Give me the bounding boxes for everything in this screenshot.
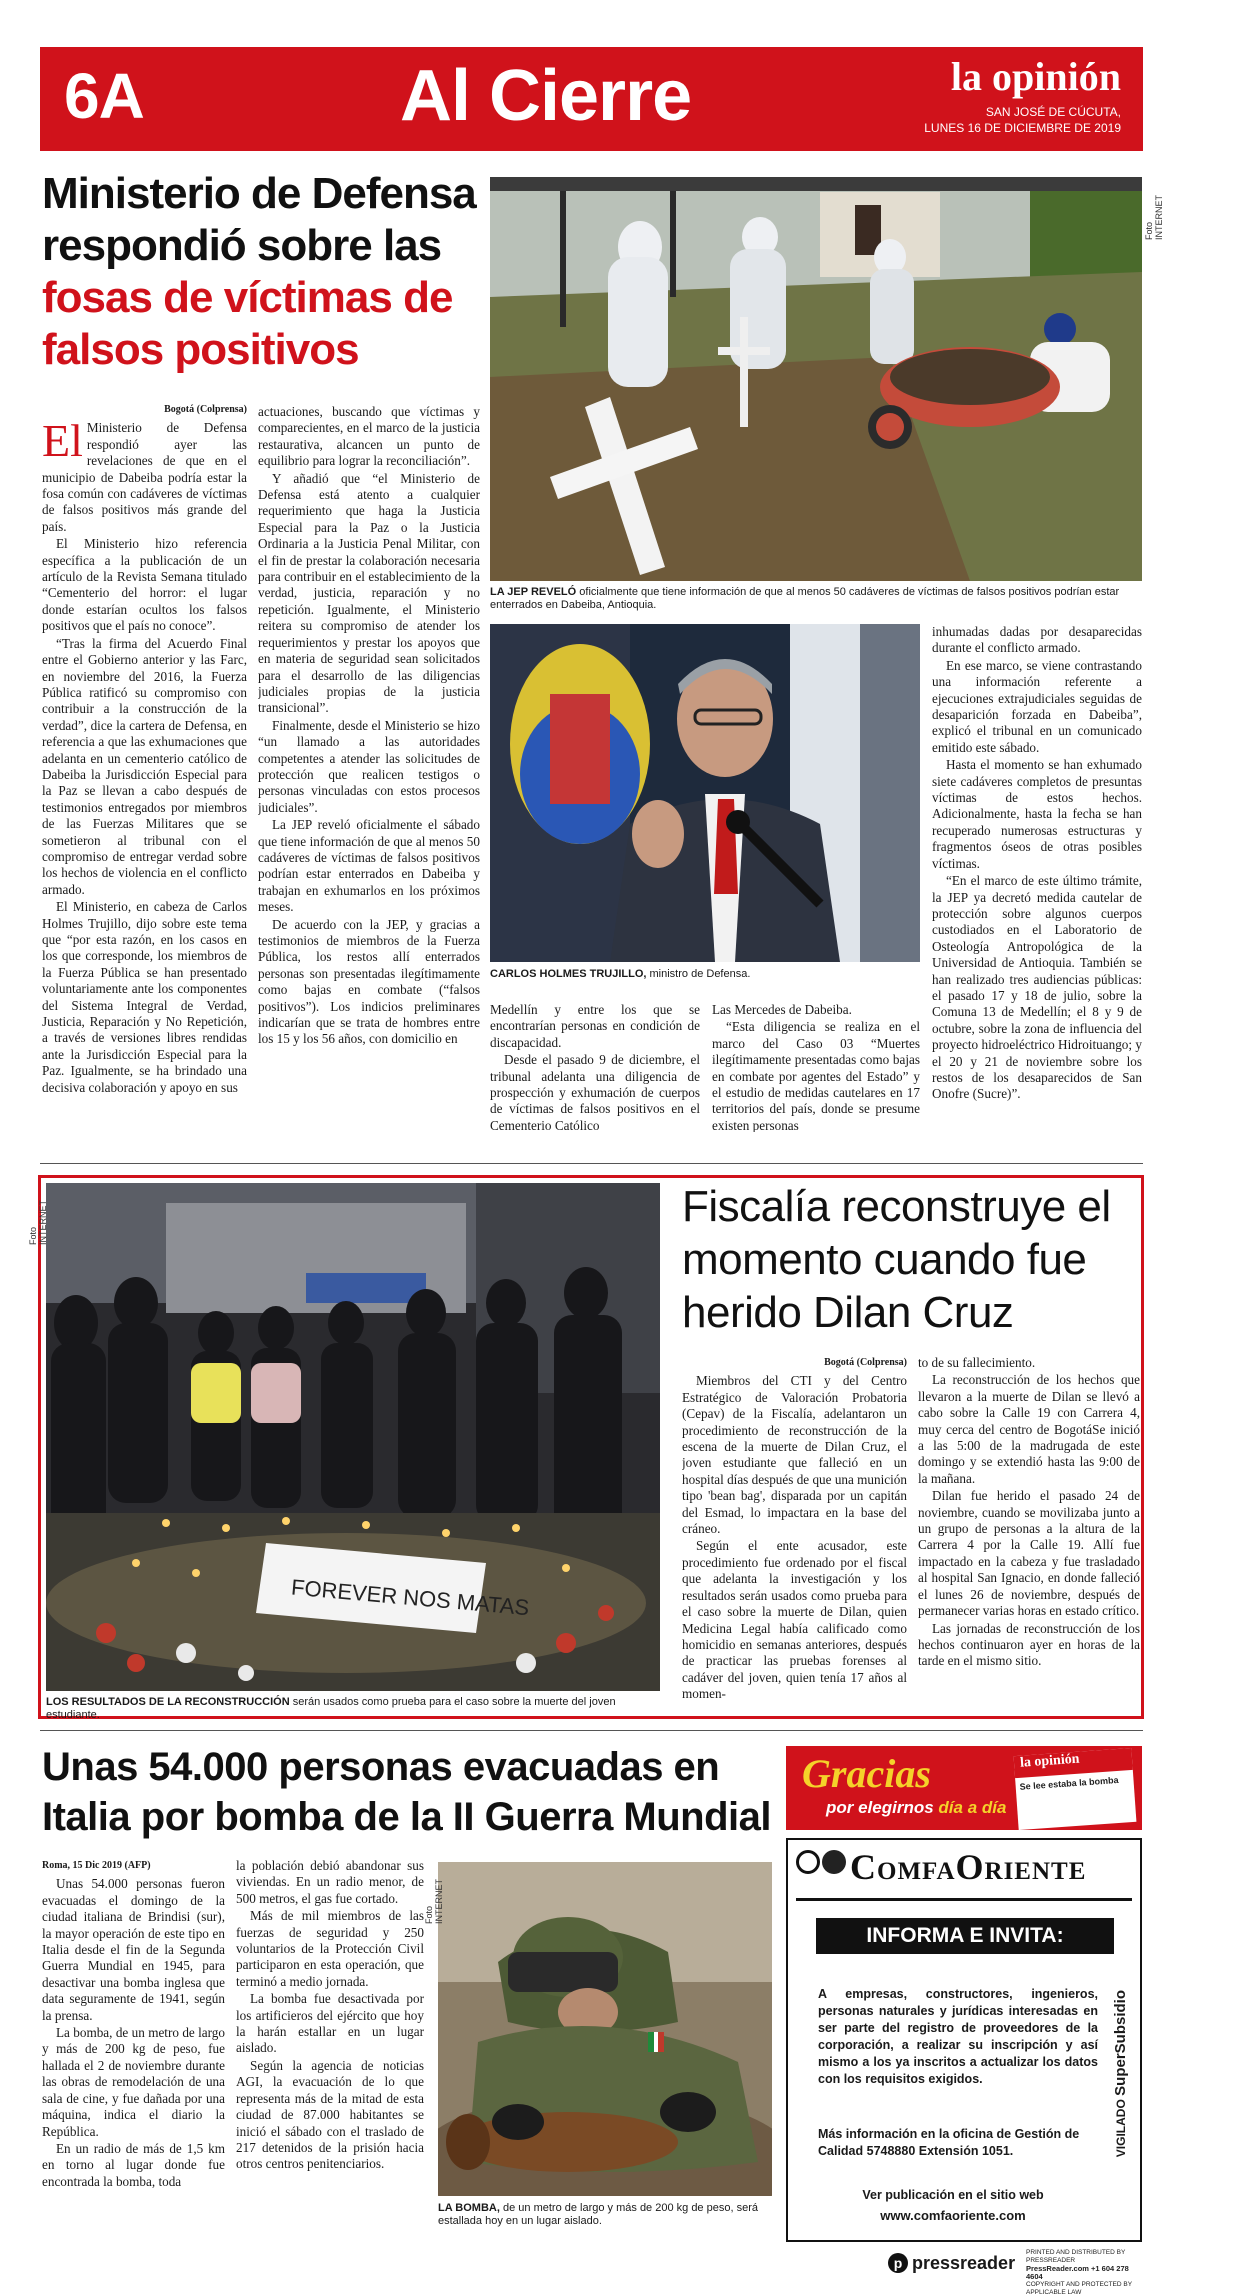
section-title: Al Cierre — [400, 56, 692, 136]
story3-photo-caption — [438, 2202, 772, 2228]
vigilado-super: SuperSubsidio — [1112, 1990, 1129, 2096]
paragraph: La bomba fue desactivada por los artificieros del ejército que hoy la harán estallar en un lugar aislado. — [236, 1991, 424, 2056]
caption-text: serán usados como prueba para el caso sobre la muerte del joven estudiante. — [46, 1696, 616, 1721]
paragraph: to de su fallecimiento. — [918, 1355, 1036, 1370]
newspaper-logo: la opinión — [950, 54, 1121, 99]
ad-logo-icon — [796, 1850, 820, 1874]
header-date: LUNES 16 DE DICIEMBRE DE 2019 — [924, 121, 1121, 135]
paragraph: Unas 54.000 personas fueron evacuadas el domingo de la ciudad italiana de Brindisi (sur), la mayor operación de este tipo en Italia desde el fin de la Segunda Guerra Mundial en 1945, para desactivar una bomba inglesa que data seguramente de 1941, según la prensa. — [42, 1876, 225, 2023]
pressreader-fine-print — [1026, 2249, 1146, 2295]
paragraph: Dilan fue herido el pasado 24 de noviembre, cuando se movilizaba junto a un grupo de personas a la altura de la Carrera 4 por la Calle 19. Allí fue impactado en la cabeza y fue trasladado al hospital San Ignacio, en donde falleció el lunes 26 de noviembre, después de permanecer varias horas en estado crítico. — [918, 1488, 1140, 1619]
story3-headline: Unas 54.000 personas evacuadas en Italia por bomba de la II Guerra Mundial — [42, 1745, 772, 1839]
paragraph: En un radio de más de 1,5 km en torno al lugar donde fue encontrada la bomba, toda — [42, 2140, 225, 2189]
header-city: SAN JOSÉ DE CÚCUTA, — [985, 105, 1121, 119]
caption-lead: LOS RESULTADOS DE LA RECONSTRUCCIÓN — [46, 1696, 290, 1708]
pressreader-icon: p — [888, 2253, 908, 2273]
ad-brand: ComfaOriente — [850, 1847, 1087, 1887]
paragraph: Medellín y entre los que se encontrarían personas en condición de discapacidad. — [490, 1002, 700, 1050]
ad-seal-icon — [822, 1850, 846, 1874]
tagline-white: por elegirnos — [826, 1798, 934, 1817]
paragraph: “Tras la firma del Acuerdo Final entre el Gobierno anterior y las Farc, en noviembre del 2016, la Fuerza Pública ratificó su compromiso con contribuir a la construcción de la verdad”, dice la cartera de Defensa, en referencia a que las exhumaciones que adelanta en un cementerio católico de Dabeiba la Jurisdicción Especial para la Paz se llevan a cabo después de testimonios entregados por miembros de las Fuerzas Militares que se sometieron al tribunal con el compromiso de entregar verdad sobre los hechos de violencia en el conflicto armado. — [42, 635, 247, 897]
story1-headline — [42, 168, 482, 376]
story2-photo-caption — [46, 1696, 660, 1722]
caption-text: de un metro de largo y más de 200 kg de peso, será estallada hoy en un lugar aislado. — [438, 2202, 758, 2227]
ad-info: Más información en la oficina de Gestión de Calidad 5748880 Extensión 1051. — [818, 2127, 1080, 2158]
caption-lead: LA JEP REVELÓ — [490, 586, 577, 598]
story3-column-1 — [42, 1858, 225, 2248]
story2-column-2 — [918, 1355, 1140, 1709]
paragraph: Las Mercedes de Dabeiba. — [712, 1002, 852, 1017]
caption-text: ministro de Defensa. — [649, 968, 751, 980]
ad-gracias-tagline — [826, 1798, 1006, 1818]
ad-body: A empresas, constructores, ingenieros, personas naturales y jurídicas interesadas en ser parte del registro de proveedores de la corporación, a realizar su inscripción y así mismo a los ya inscritos a actualizar los datos con los requisitos exigidos. — [818, 1987, 1098, 2086]
ad-gracias-title: Gracias — [802, 1751, 931, 1796]
ad-banner: INFORMA E INVITA: — [816, 1918, 1114, 1954]
mini-paper-headline: Se lee estaba la bomba — [1019, 1774, 1119, 1792]
paragraph: De acuerdo con la JEP, y gracias a testimonios de miembros de la Fuerza Pública, los restos allí enterrados personas son presentadas ilegítimamente como bajas en combate (“falsos positivos”). Los indicios preliminares indicarían que se trata de hombres entre los 15 y los 56 años, con domicilio en — [258, 916, 480, 1047]
ad-gracias-mini-paper — [1014, 1748, 1137, 1830]
story3-photo-bomb — [438, 1862, 772, 2196]
paragraph: En ese marco, se viene contrastando una información referente a ejecuciones extrajudiciales seguidas de desaparición forzada en Dabeiba”, explicó el tribunal en un comunicado emitido este sábado. — [932, 657, 1142, 755]
section-divider — [40, 1163, 1143, 1164]
story2-headline: Fiscalía reconstruye el momento cuando fue herido Dilan Cruz — [682, 1182, 1111, 1337]
paragraph: Según el ente acusador, este procedimiento fue ordenado por el fiscal que adelanta la investigación y los resultados serán usados como prueba para el caso sobre la muerte de Dilan, quien Medicina Legal había calificado como homicidio en semanas anteriores, después de practicar las pruebas forenses al cadáver del joven, quien tenía 17 años al momen- — [682, 1538, 907, 1702]
printed-line: PRINTED AND DISTRIBUTED BY PRESSREADER — [1026, 2249, 1126, 2264]
story1-dropcap: El — [42, 415, 83, 467]
paragraph: La bomba, de un metro de largo y más de 200 kg de peso, fue hallada el 2 de noviembre durante las obras de remodelación de una sala de cine, y fue dañada por una máquina, indica el diario la República. — [42, 2025, 225, 2139]
paragraph: La reconstrucción de los hechos que llevaron a la muerte de Dilan se llevó a cabo sobre la Calle 19 con Carrera 4, muy cerca del centro de BogotáSe inició a las 5:00 de la madrugada de este domingo y se extendió hasta las 9:00 de la mañana. — [918, 1372, 1140, 1486]
story1-headline-red: fosas de víctimas de falsos positivos — [42, 273, 453, 374]
paragraph: Según la agencia de noticias AGI, la evacuación de lo que representa más de la mitad de esta ciudad de 87.000 habitantes se inició el sábado con el traslado de 217 detenidos de la prisión hacia otros centros penitenciarios. — [236, 2057, 424, 2172]
tagline-yellow: día a día — [938, 1798, 1007, 1817]
ad-gracias[interactable] — [786, 1746, 1142, 1830]
site-line: PressReader.com +1 604 278 4604 — [1026, 2264, 1129, 2281]
section-divider — [40, 1730, 1143, 1731]
paragraph: El Ministerio, en cabeza de Carlos Holmes Trujillo, dijo sobre este tema que “por esta razón, en los casos en los que corresponde, los miembros de la Fuerza Pública se han presentado voluntariamente ante los componentes del Sistema Integral de Verdad, Justicia, Reparación y No Repetición, a través de versiones libres rendidas ante la Jurisdicción Especial para la Paz. Igualmente, se ha brindado una decisiva colaboración y apoyo en sus — [42, 899, 247, 1095]
story2-column-1 — [682, 1355, 907, 1709]
paragraph: Las jornadas de reconstrucción de los hechos continuaron ayer en horas de la tarde en el mismo sitio. — [918, 1620, 1140, 1669]
paragraph: Finalmente, desde el Ministerio se hizo “un llamado a las autoridades competentes a atender las solicitudes de protección que realicen testigos o personas vinculadas con estos procesos judiciales”. — [258, 717, 480, 815]
ad-top-rule — [796, 1898, 1132, 1901]
story1-photo-minister — [490, 624, 920, 962]
pressreader-logo[interactable] — [888, 2250, 1015, 2276]
story3-column-2 — [236, 1858, 424, 2248]
paragraph: El Ministerio hizo referencia específica a la publicación de un artículo de la Revista Semana titulado “Cementerio del horror: el lugar donde estarían ocultos los falsos positivos que el país no conoce”. — [42, 536, 247, 634]
paragraph: Más de mil miembros de las fuerzas de seguridad y 250 voluntarios de la Protección Civil participaron en esta operación, que terminó a medio jornada. — [236, 1908, 424, 1989]
paragraph: Ministerio de Defensa respondió ayer las revelaciones de que en el municipio de Dabeiba podría estar la fosa común con cadáveres de víctimas de falsos positivos más grande del país. — [42, 420, 247, 534]
story1-photo1-caption — [490, 586, 1142, 612]
story1-dateline: Bogotá (Colprensa) — [164, 404, 247, 415]
story1-column-3 — [490, 1002, 700, 1132]
story1-column-1 — [42, 402, 247, 1132]
story1-column-5 — [932, 624, 1142, 1132]
caption-lead: LA BOMBA, — [438, 2202, 500, 2214]
vigilado-small: VIGILADO — [1114, 2099, 1128, 2158]
paragraph: “Esta diligencia se realiza en el marco del Caso 03 “Muertes ilegítimamente presentadas como bajas en combate por agentes del Estado” y el estudio de medidas cautelares en 17 territorios del país, donde se presume existen personas — [712, 1019, 920, 1132]
paragraph: “En el marco de este último trámite, la JEP ya decretó medida cautelar de protección sobre algunos cuerpos custodiados en el Laboratorio de Osteología Antropológica de la Universidad de Antioquia. También se han realizado tres audiencias públicas: el pasado 17 y 18 de julio, sobre la Comuna 13 de Medellín; el 8 y 9 de octubre, sobre la zona de influencia del proyecto hidroeléctrico Hidroituango; y el 20 y 21 de noviembre sobre los restos de los desaparecidos de San Onofre (Sucre)”. — [932, 873, 1142, 1102]
paragraph: inhumadas dadas por desaparecidas durante el conflicto armado. — [932, 624, 1142, 656]
paragraph: Miembros del CTI y del Centro Estratégico de Valoración Probatoria (Cepav) de la Fiscalía, adelantaron un procedimiento de reconstrucción de la escena de la muerte de Dilan Cruz, el joven estudiante que falleció en un hospital días después de que una munición tipo 'bean bag', disparada por un capitán del Esmad, lo impactara en la base del cráneo. — [682, 1373, 907, 1537]
copyright-line: COPYRIGHT AND PROTECTED BY APPLICABLE LAW — [1026, 2281, 1132, 2295]
paragraph: Desde el pasado 9 de diciembre, el tribunal adelanta una diligencia de prospección y exhumación de cuerpos de víctimas de falsos positivos en el Cementerio Católico — [490, 1052, 700, 1132]
memorial-sign-text: FOREVER NOS MATAS — [290, 1574, 531, 1621]
story2-photo-credit: Foto INTERNET — [28, 1200, 48, 1245]
paragraph: actuaciones, buscando que víctimas y comparecientes, en el marco de la justicia restaurativa, alcancen un punto de equilibrio para lograr la reconciliación”. — [258, 404, 480, 469]
story1-headline-black: Ministerio de Defensa respondió sobre las — [42, 169, 476, 270]
page-header — [40, 47, 1143, 151]
ad-vigilado — [1112, 1990, 1129, 2157]
story1-photo1-credit: Foto INTERNET — [1144, 195, 1164, 240]
paragraph: Hasta el momento se han exhumado siete cadáveres completos de presuntas víctimas de estos hechos. Adicionalmente, hasta la fecha se han recuperado numerosas estructuras y fragmentos óseos de otras posibles víctimas. — [932, 757, 1142, 871]
story2-dateline: Bogotá (Colprensa) — [824, 1357, 907, 1368]
paragraph: la población debió abandonar sus viviendas. En un radio menor, de 500 metros, el gas fue cortado. — [236, 1858, 424, 1906]
caption-text: oficialmente que tiene información de que al menos 50 cadáveres de víctimas de falsos positivos podrían estar enterrados en Dabeiba, Antioquia. — [490, 586, 1120, 611]
caption-lead: CARLOS HOLMES TRUJILLO, — [490, 968, 647, 980]
story1-column-4 — [712, 1002, 920, 1132]
story3-dateline: Roma, 15 Dic 2019 (AFP) — [42, 1860, 151, 1871]
story1-photo2-caption — [490, 968, 920, 981]
ad-comfaoriente[interactable] — [786, 1838, 1142, 2242]
story1-column-2 — [258, 404, 480, 1132]
story3-photo-credit: Foto INTERNET — [424, 1879, 444, 1924]
page-number: 6A — [64, 60, 144, 132]
story2-photo-vigil — [46, 1183, 660, 1691]
story1-photo-exhumation — [490, 177, 1142, 581]
ad-url[interactable]: www.comfaoriente.com — [880, 2208, 1026, 2223]
ad-publication-label: Ver publicación en el sitio web — [862, 2188, 1044, 2202]
pressreader-name: pressreader — [912, 2252, 1016, 2273]
mini-paper-logo: la opinión — [1014, 1748, 1133, 1778]
paragraph: Y añadió que “el Ministerio de Defensa está atento a cualquier requerimiento que haga la Justicia Especial para la Paz o la Justicia Ordinaria a la Justicia Penal Militar, con el fin de prestar la colaboración necesaria para contribuir en el establecimiento de la verdad, justicia, reparación y no repetición. Igualmente, el Ministerio reitera su compromiso de atender los requerimientos y prestar los apoyos que en materia de seguridad sean solicitados para el desarrollo de las diligencias judiciales propias de la justicia transicional”. — [258, 470, 480, 716]
paragraph: La JEP reveló oficialmente el sábado que tiene información de que al menos 50 cadáveres de víctimas de falsos positivos podrían estar enterrados en Dabeiba y trabajan en exhumarlos en los próximos meses. — [258, 817, 480, 915]
